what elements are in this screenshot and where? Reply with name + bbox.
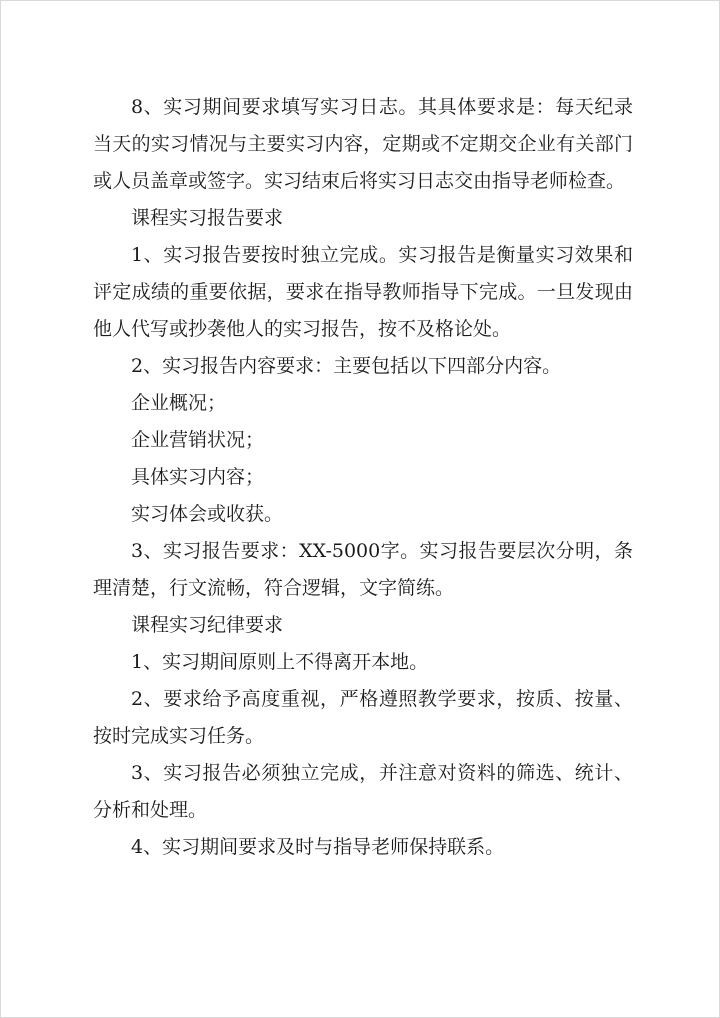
paragraph-keep-contact: 4、实习期间要求及时与指导老师保持联系。 <box>131 836 505 858</box>
list-item-company-overview: 企业概况； <box>131 392 227 414</box>
paragraph-attention: 2、要求给予高度重视，严格遵照教学要求，按质、按量、按时完成实习任务。 <box>93 688 633 747</box>
paragraph-report-independent: 1、实习报告要按时独立完成。实习报告是衡量实习效果和评定成绩的重要依据，要求在指导教师指导下完成。一旦发现由他人代写或抄袭他人的实习报告，按不及格论处。 <box>93 244 633 340</box>
paragraph-report-content: 2、实习报告内容要求：主要包括以下四部分内容。 <box>131 355 562 377</box>
heading-discipline-requirements: 课程实习纪律要求 <box>131 614 284 636</box>
paragraph-stay-local: 1、实习期间原则上不得离开本地。 <box>131 651 429 673</box>
document-body <box>93 89 633 866</box>
paragraph-independent-analysis: 3、实习报告必须独立完成，并注意对资料的筛选、统计、分析和处理。 <box>93 762 633 821</box>
paragraph-report-length: 3、实习报告要求：XX-5000字。实习报告要层次分明，条理清楚，行文流畅，符合逻辑，文字简练。 <box>93 540 633 599</box>
list-item-experience-gains: 实习体会或收获。 <box>131 503 284 525</box>
list-item-marketing-status: 企业营销状况； <box>131 429 265 451</box>
heading-report-requirements: 课程实习报告要求 <box>131 207 284 229</box>
paragraph-logbook-requirement: 8、实习期间要求填写实习日志。其具体要求是：每天纪录当天的实习情况与主要实习内容，定期或不定期交企业有关部门或人员盖章或签字。实习结束后将实习日志交由指导老师检查。 <box>93 96 633 192</box>
list-item-internship-content: 具体实习内容； <box>131 466 265 488</box>
